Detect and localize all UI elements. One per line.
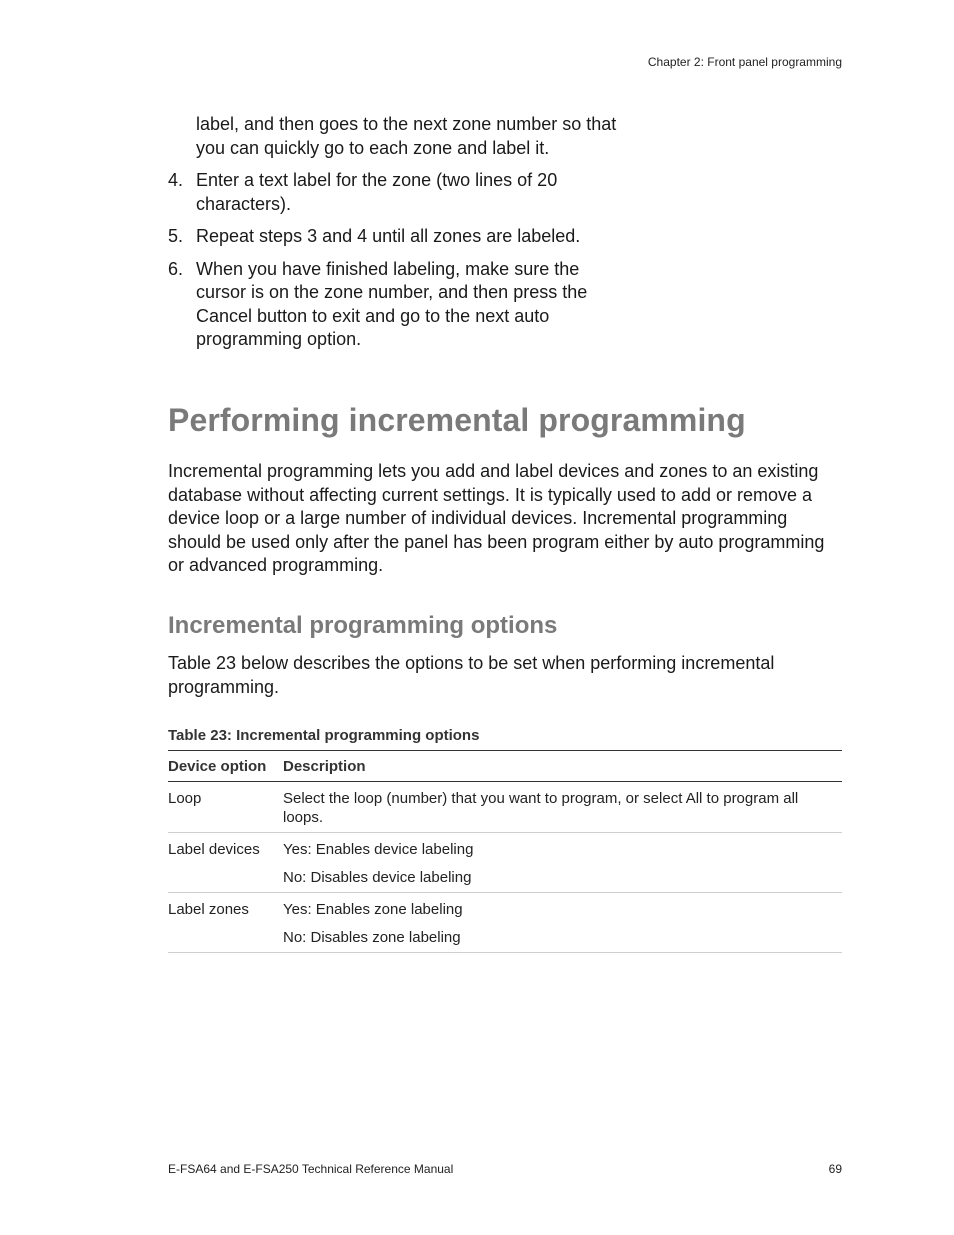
list-item bbox=[168, 169, 628, 216]
description-cell bbox=[283, 789, 842, 827]
options-table bbox=[168, 750, 842, 953]
table-header bbox=[168, 751, 842, 782]
list-item bbox=[168, 225, 628, 249]
step-text: Repeat steps 3 and 4 until all zones are labeled. bbox=[196, 226, 581, 246]
header-description: Description bbox=[283, 757, 366, 775]
description-line: No: Disables zone labeling bbox=[283, 929, 461, 946]
description-line: Yes: Enables device labeling bbox=[283, 841, 474, 858]
description-line: No: Disables device labeling bbox=[283, 869, 472, 886]
step-list bbox=[168, 113, 628, 361]
table-row bbox=[168, 833, 842, 893]
list-item bbox=[168, 113, 628, 160]
description-line: Yes: Enables zone labeling bbox=[283, 901, 463, 918]
step-text: When you have finished labeling, make sure the cursor is on the zone number, and then press the Cancel button to exit and go to the next auto programming option. bbox=[196, 258, 588, 349]
step-number: 5. bbox=[168, 226, 184, 246]
description-cell bbox=[283, 840, 842, 887]
section-heading: Performing incremental programming bbox=[168, 402, 746, 438]
section-intro: Incremental programming lets you add and label devices and zones to an existing database without affecting current settings. It is typically used to add or remove a device loop or a large number of individual devices. Incremental programming should be used only after the panel has been program either by auto programming or advanced programming. bbox=[168, 461, 825, 575]
footer-manual-title: E-FSA64 and E-FSA250 Technical Reference Manual bbox=[168, 1162, 454, 1176]
page-number: 69 bbox=[828, 1162, 842, 1176]
header-device-option: Device option bbox=[168, 757, 267, 775]
step-text: Enter a text label for the zone (two lines of 20 characters). bbox=[196, 170, 558, 214]
subsection-text: Table 23 below describes the options to be set when performing incremental programming. bbox=[168, 653, 775, 697]
option-cell: Loop bbox=[168, 790, 202, 807]
step-number: 4. bbox=[168, 170, 184, 190]
table-caption: Table 23: Incremental programming options bbox=[168, 727, 480, 744]
step-text: label, and then goes to the next zone number so that you can quickly go to each zone and label it. bbox=[196, 114, 617, 158]
description-cell bbox=[283, 900, 842, 947]
running-head: Chapter 2: Front panel programming bbox=[647, 55, 842, 69]
description-line: Select the loop (number) that you want to program, or select All to program all loops. bbox=[283, 790, 799, 826]
table-row bbox=[168, 893, 842, 953]
step-number: 6. bbox=[168, 258, 184, 279]
table-row bbox=[168, 782, 842, 833]
list-item bbox=[168, 258, 628, 352]
option-cell: Label devices bbox=[168, 841, 260, 858]
option-cell: Label zones bbox=[168, 901, 249, 918]
subsection-heading: Incremental programming options bbox=[168, 612, 558, 639]
